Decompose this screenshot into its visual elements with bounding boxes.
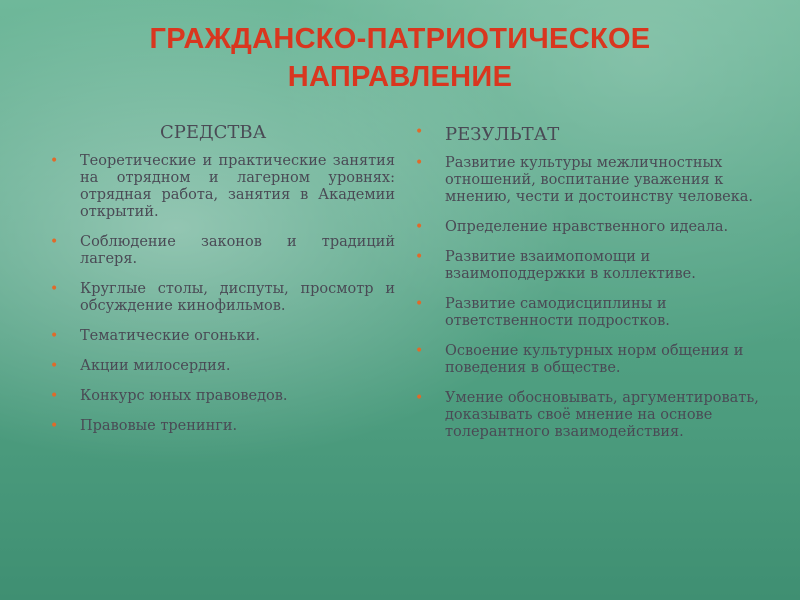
means-list xyxy=(50,153,395,435)
bullet-dot-icon: • xyxy=(415,219,424,235)
bullet-dot-icon: • xyxy=(415,249,424,265)
result-list xyxy=(415,155,770,441)
title-line-2: НАПРАВЛЕНИЕ xyxy=(287,61,513,93)
bullet-dot-icon: • xyxy=(50,388,59,404)
bullet-dot-icon: • xyxy=(415,390,424,406)
means-column xyxy=(50,118,395,448)
list-item: • Круглые столы, диспуты, просмотр и обсуждение кинофильмов. xyxy=(50,281,395,314)
bullet-dot-icon: • xyxy=(50,358,59,374)
bullet-dot-icon: • xyxy=(415,155,424,171)
result-column xyxy=(415,118,770,454)
bullet-dot-icon: • xyxy=(50,153,59,169)
bullet-dot-icon: • xyxy=(50,234,59,250)
means-heading: СРЕДСТВА xyxy=(160,122,267,143)
slide-title xyxy=(0,20,800,96)
bullet-dot-icon: • xyxy=(415,124,424,140)
list-item: • Конкурс юных правоведов. xyxy=(50,388,288,404)
title-line-1: ГРАЖДАНСКО-ПАТРИОТИЧЕСКОЕ xyxy=(149,23,651,55)
list-item: • Соблюдение законов и традиций лагеря. xyxy=(50,234,395,267)
list-item: • Развитие взаимопомощи и взаимоподдержки в коллективе. xyxy=(415,249,696,282)
list-item: • Освоение культурных норм общения и поведения в обществе. xyxy=(415,343,744,376)
list-item: • Умение обосновывать, аргументировать, доказывать своё мнение на основе толерантного взаимодействия. xyxy=(415,390,759,440)
bullet-dot-icon: • xyxy=(50,418,59,434)
bullet-dot-icon: • xyxy=(50,328,59,344)
list-item: • Развитие самодисциплины и ответственности подростков. xyxy=(415,296,670,329)
list-item: • Развитие культуры межличностных отношений, воспитание уважения к мнению, чести и достоинству человека. xyxy=(415,155,754,205)
bullet-dot-icon: • xyxy=(415,343,424,359)
bullet-dot-icon: • xyxy=(50,281,59,297)
list-item: • Тематические огоньки. xyxy=(50,328,261,344)
list-item: • Теоретические и практические занятия на отрядном и лагерном уровнях: отрядная работа, занятия в Академии открытий. xyxy=(50,153,395,220)
list-item: • Определение нравственного идеала. xyxy=(415,219,729,235)
list-item: • Правовые тренинги. xyxy=(50,418,238,434)
bullet-dot-icon: • xyxy=(415,296,424,312)
list-item: • Акции милосердия. xyxy=(50,358,231,374)
result-heading: • РЕЗУЛЬТАТ xyxy=(415,124,560,145)
